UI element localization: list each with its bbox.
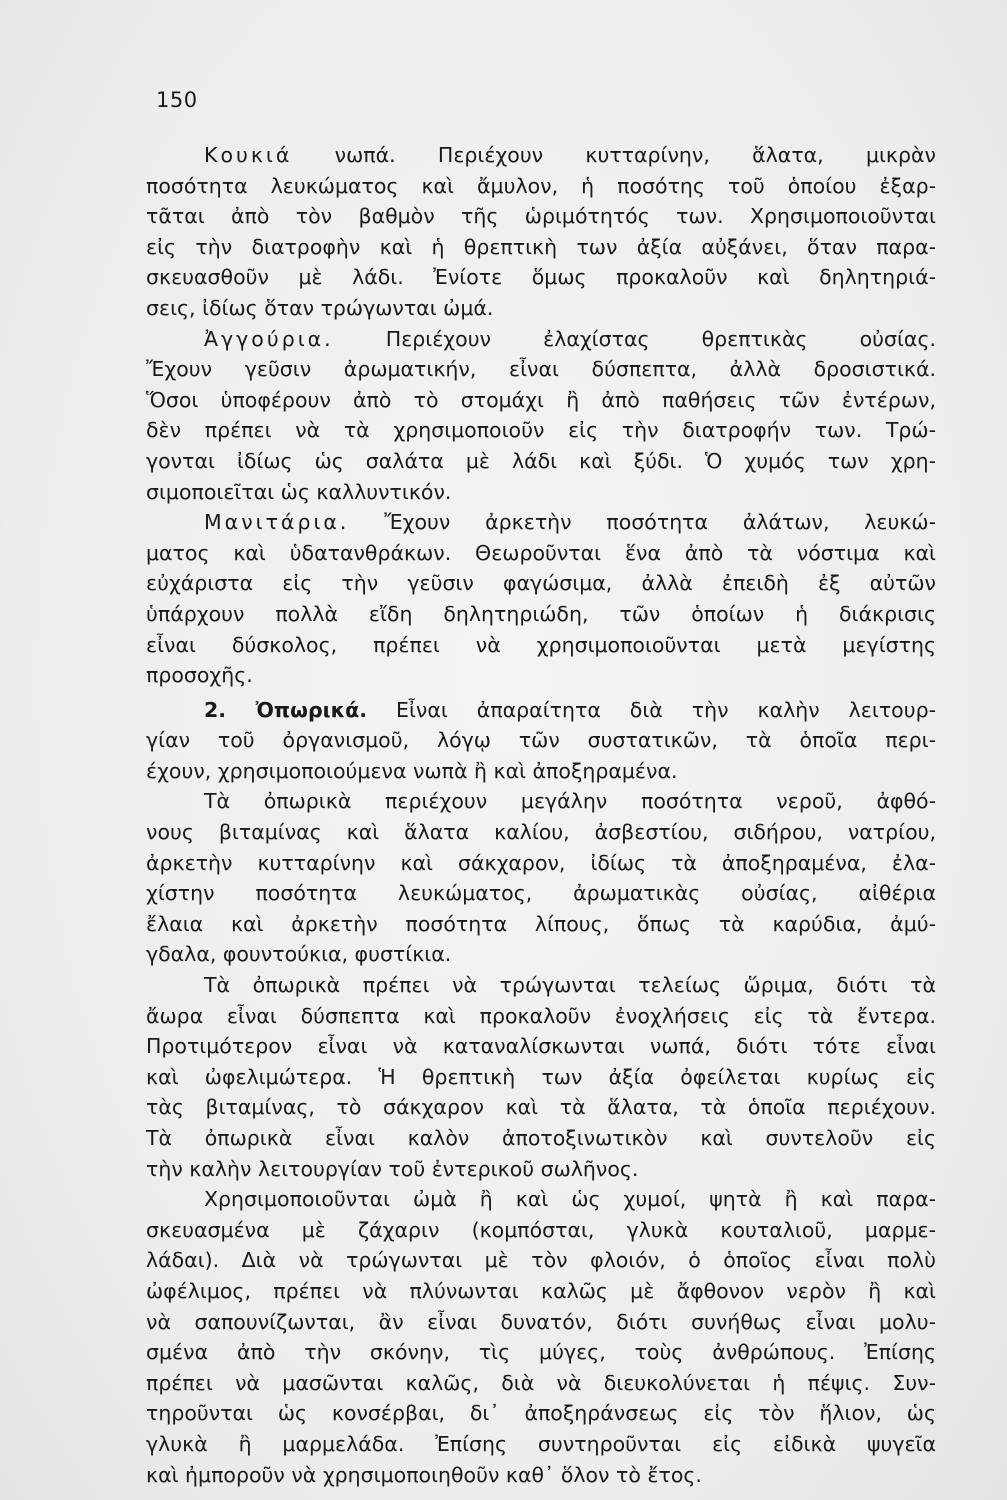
body-text	[146, 140, 936, 1490]
text-line: Ἀγγούρια. Περιέχουν ἐλαχίστας θρεπτικὰς οὐσίας.	[204, 326, 936, 351]
text-line: 2. Ὀπωρικά. Εἶναι ἀπαραίτητα διὰ τὴν καλὴν λειτουρ-	[204, 697, 936, 722]
text-line: πρέπει νὰ μασῶνται καλῶς, διὰ νὰ διευκολύνεται ἡ πέψις. Συν-	[146, 1370, 936, 1395]
section-heading: 2. Ὀπωρικά.	[204, 697, 368, 722]
text-line: σκευασθοῦν μὲ λάδι. Ἐνίοτε ὅμως προκαλοῦν καὶ δηλητηριά-	[146, 265, 936, 290]
text-line: δὲν πρέπει νὰ τὰ χρησιμοποιοῦν εἰς τὴν διατροφήν των. Τρώ-	[146, 418, 936, 443]
page-number: 150	[156, 88, 198, 112]
text-line: ἀρκετὴν κυτταρίνην καὶ σάκχαρον, ἰδίως τὰ ἀποξηραμένα, ἐλα-	[146, 850, 936, 875]
entry-term: Κουκιά	[204, 143, 293, 167]
text-line: σμένα ἀπὸ τὴν σκόνην, τὶς μύγες, τοὺς ἀνθρώπους. Ἐπίσης	[146, 1340, 936, 1365]
text-line: Τὰ ὀπωρικὰ περιέχουν μεγάλην ποσότητα νεροῦ, ἀφθό-	[204, 789, 936, 814]
text-line: τὴν καλὴν λειτουργίαν τοῦ ἐντερικοῦ σωλῆνος.	[146, 1156, 639, 1181]
text-line: εἰς τὴν διατροφὴν καὶ ἡ θρεπτικὴ των ἀξία αὐξάνει, ὅταν παρα-	[146, 234, 936, 259]
text-line: ὠφέλιμος, πρέπει νὰ πλύνωνται καλῶς μὲ ἄφθονον νερὸν ἢ καὶ	[146, 1278, 936, 1303]
text-line: γίαν τοῦ ὀργανισμοῦ, λόγῳ τῶν συστατικῶν, τὰ ὁποῖα περι-	[146, 728, 936, 753]
text-line: Τὰ ὀπωρικὰ πρέπει νὰ τρώγωνται τελείως ὥριμα, διότι τὰ	[204, 973, 936, 998]
paragraph-manitaria	[146, 507, 936, 691]
text-line: καὶ ὠφελιμώτερα. Ἡ θρεπτικὴ των ἀξία ὀφείλεται κυρίως εἰς	[146, 1064, 936, 1089]
text-line: προσοχῆς.	[146, 663, 253, 688]
text-line: Κουκιά νωπά. Περιέχουν κυτταρίνην, ἅλατα, μικρὰν	[204, 143, 936, 167]
text-line: Χρησιμοποιοῦνται ὠμὰ ἢ καὶ ὡς χυμοί, ψητὰ ἢ καὶ παρα-	[204, 1187, 936, 1212]
text-line: Ὅσοι ὑποφέρουν ἀπὸ τὸ στομάχι ἢ ἀπὸ παθήσεις τῶν ἐντέρων,	[146, 387, 936, 412]
text-line: γονται ἰδίως ὡς σαλάτα μὲ λάδι καὶ ξύδι. Ὁ χυμός των χρη-	[146, 448, 936, 473]
paragraph-oporika-heading	[146, 695, 936, 787]
text-line: έχουν, χρησιμοποιούμενα νωπὰ ἢ καὶ ἀποξηραμένα.	[146, 758, 678, 783]
text-line: τὰς βιταμίνας, τὸ σάκχαρον καὶ τὰ ἅλατα, τὰ ὁποῖα περιέχουν.	[146, 1095, 936, 1120]
text-line: ποσότητα λευκώματος καὶ ἄμυλον, ἡ ποσότης τοῦ ὁποίου ἐξαρ-	[146, 173, 936, 198]
entry-term: Ἀγγούρια.	[204, 326, 334, 351]
text-line: ἄωρα εἶναι δύσπεπτα καὶ προκαλοῦν ἐνοχλήσεις εἰς τὰ ἔντερα.	[146, 1003, 936, 1028]
text-line: χίστην ποσότητα λευκώματος, ἀρωματικὰς οὐσίας, αἰθέρια	[146, 881, 936, 906]
text-line: τηροῦνται ὡς κονσέρβαι, δι᾽ ἀποξηράνσεως εἰς τὸν ἥλιον, ὡς	[146, 1401, 936, 1426]
text-line: καὶ ἠμποροῦν νὰ χρησιμοποιηθοῦν καθ᾽ ὅλον τὸ ἔτος.	[146, 1462, 702, 1487]
text-line: Τὰ ὀπωρικὰ εἶναι καλὸν ἀποτοξινωτικὸν καὶ συντελοῦν εἰς	[146, 1126, 936, 1150]
text-line: Ἔχουν γεῦσιν ἀρωματικήν, εἶναι δύσπεπτα, ἀλλὰ δροσιστικά.	[146, 357, 936, 382]
paragraph-koukia	[146, 140, 936, 324]
paragraph-oporika-usage	[146, 1184, 936, 1490]
paragraph-angouria	[146, 324, 936, 508]
text-line: τᾶται ἀπὸ τὸν βαθμὸν τῆς ὡριμότητός των. Χρησιμοποιοῦνται	[146, 204, 936, 229]
text-line: ματος καὶ ὑδατανθράκων. Θεωροῦνται ἕνα ἀπὸ τὰ νόστιμα καὶ	[146, 540, 936, 565]
text-line: σιμοποιεῖται ὡς καλλυντικόν.	[146, 479, 452, 504]
text-line: λάδαι). Διὰ νὰ τρώγωνται μὲ τὸν φλοιόν, ὁ ὁποῖος εἶναι πολὺ	[146, 1248, 936, 1273]
paragraph-oporika-contents	[146, 786, 936, 970]
text-line: ἔλαια καὶ ἀρκετὴν ποσότητα λίπους, ὅπως τὰ καρύδια, ἀμύ-	[146, 911, 936, 936]
text-line: ὑπάρχουν πολλὰ εἴδη δηλητηριώδη, τῶν ὁποίων ἡ διάκρισις	[146, 601, 936, 626]
text-line: σκευασμένα μὲ ζάχαριν (κομπόσται, γλυκὰ κουταλιοῦ, μαρμε-	[146, 1217, 936, 1242]
text-line: γλυκὰ ἢ μαρμελάδα. Ἐπίσης συντηροῦνται εἰς εἰδικὰ ψυγεῖα	[146, 1431, 936, 1456]
text-line: εἶναι δύσκολος, πρέπει νὰ χρησιμοποιοῦνται μετὰ μεγίστης	[146, 632, 936, 657]
entry-term: Μανιτάρια.	[204, 510, 350, 535]
text-line: Προτιμότερον εἶναι νὰ καταναλίσκωνται νωπά, διότι τότε εἶναι	[146, 1034, 936, 1059]
text-line: νους βιταμίνας καὶ ἅλατα καλίου, ἀσβεστίου, σιδήρου, νατρίου,	[146, 820, 936, 845]
text-line: σεις, ἰδίως ὅταν τρώγωνται ὠμά.	[146, 295, 494, 320]
text-line: εὐχάριστα εἰς τὴν γεῦσιν φαγώσιμα, ἀλλὰ ἐπειδὴ ἐξ αὐτῶν	[146, 571, 936, 596]
paragraph-oporika-ripeness	[146, 970, 936, 1184]
text-line: νὰ σαπουνίζωνται, ἂν εἶναι δυνατόν, διότι συνήθως εἶναι μολυ-	[146, 1309, 936, 1334]
text-line: γδαλα, φουντούκια, φυστίκια.	[146, 942, 452, 967]
text-line: Μανιτάρια. Ἔχουν ἀρκετὴν ποσότητα ἀλάτων, λευκώ-	[204, 510, 936, 535]
